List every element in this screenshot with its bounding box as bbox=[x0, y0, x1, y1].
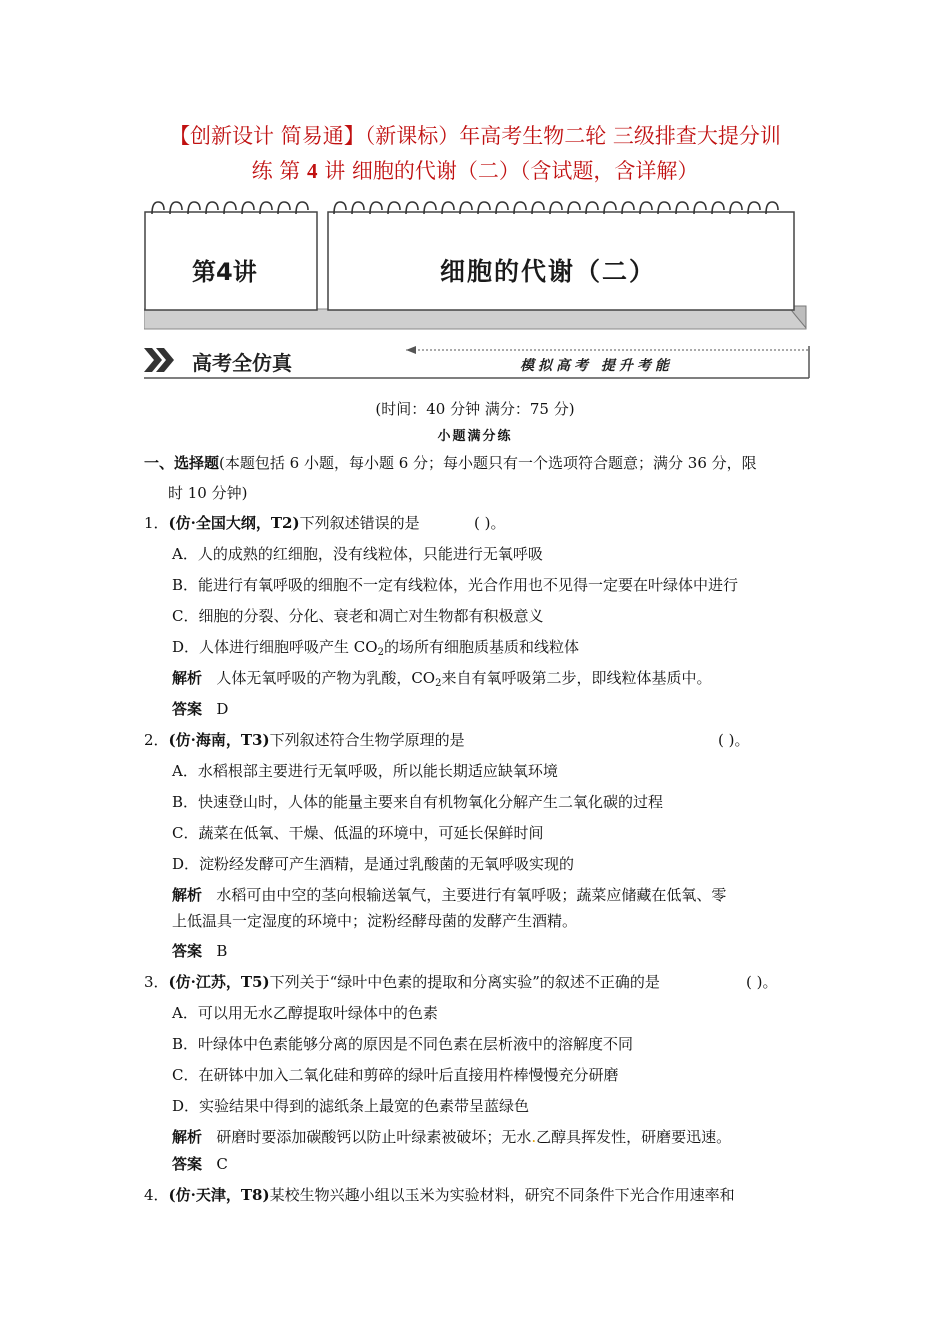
question-2-option-b: B．快速登山时，人体的能量主要来自有机物氧化分解产生二氧化碳的过程 bbox=[172, 793, 664, 811]
question-1-option-a: A．人的成熟的红细胞，没有线粒体，只能进行无氧呼吸 bbox=[172, 545, 543, 563]
question-2-stem: 2．(仿·海南，T3)下列叙述符合生物学原理的是 ( )。 bbox=[144, 731, 750, 749]
question-2-option-a: A．水稻根部主要进行无氧呼吸，所以能长期适应缺氧环境 bbox=[172, 762, 558, 780]
question-4-stem: 4．(仿·天津，T8)某校生物兴趣小组以玉米为实验材料，研究不同条件下光合作用速率和 bbox=[144, 1186, 735, 1204]
lesson-number: 第4讲 bbox=[192, 258, 257, 286]
subtitle: 小题满分练 bbox=[437, 429, 513, 444]
question-2-analysis: 解析 水稻可由中空的茎向根输送氧气，主要进行有氧呼吸；蔬菜应储藏在低氧、零 bbox=[172, 886, 727, 904]
question-3-option-a: A．可以用无水乙醇提取叶绿体中的色素 bbox=[172, 1004, 438, 1022]
lesson-title: 细胞的代谢（二） bbox=[440, 257, 657, 286]
question-3-analysis: 解析 研磨时要添加碳酸钙以防止叶绿素被破坏；无水.乙醇具挥发性，研磨要迅速。 bbox=[172, 1128, 732, 1146]
question-2-option-d: D．淀粉经发酵可产生酒精，是通过乳酸菌的无氧呼吸实现的 bbox=[172, 855, 575, 873]
question-1-option-c: C．细胞的分裂、分化、衰老和凋亡对生物都有积极意义 bbox=[172, 607, 544, 625]
question-1-answer: 答案 D bbox=[172, 700, 229, 718]
question-1-option-b: B．能进行有氧呼吸的细胞不一定有线粒体，光合作用也不见得一定要在叶绿体中进行 bbox=[172, 576, 739, 594]
chevron-right-icon bbox=[144, 348, 174, 372]
time-line: (时间：40 分钟 满分：75 分) bbox=[375, 400, 575, 418]
document-title-line1: 【创新设计 简易通】（新课标）年高考生物二轮 三级排查大提分训 bbox=[169, 124, 781, 148]
part1-desc-line2: 时 10 分钟) bbox=[168, 484, 248, 502]
section-slogan: 模拟高考 提升考能 bbox=[520, 358, 673, 374]
question-1-option-d: D．人体进行细胞呼吸产生 $CO_2$的场所有细胞质基质和线粒体 bbox=[172, 638, 579, 658]
section-label: 高考全仿真 bbox=[192, 351, 292, 375]
question-1-stem: 1．(仿·全国大纲，T2)下列叙述错误的是 ( )。 bbox=[144, 514, 506, 532]
question-3-option-c: C．在研钵中加入二氧化硅和剪碎的绿叶后直接用杵棒慢慢充分研磨 bbox=[172, 1066, 619, 1084]
yellow-dot-mark: . bbox=[531, 1128, 537, 1146]
part1-heading-line: 一、选择题(本题包括 6 小题，每小题 6 分；每小题只有一个选项符合题意；满分 36 分，限 bbox=[144, 454, 757, 472]
question-3-answer: 答案 C bbox=[172, 1155, 228, 1173]
question-1-analysis: 解析 人体无氧呼吸的产物为乳酸，$CO_2$来自有氧呼吸第二步，即线粒体基质中。 bbox=[172, 669, 712, 689]
question-2-analysis-line2: 上低温具一定湿度的环境中；淀粉经酵母菌的发酵产生酒精。 bbox=[172, 912, 578, 930]
question-3-option-d: D．实验结果中得到的滤纸条上最宽的色素带呈蓝绿色 bbox=[172, 1097, 530, 1115]
document-title-line2: 练 第 4 讲 细胞的代谢（二）（含试题，含详解） bbox=[251, 159, 699, 183]
question-2-option-c: C．蔬菜在低氧、干燥、低温的环境中，可延长保鲜时间 bbox=[172, 824, 544, 842]
question-3-stem: 3．(仿·江苏，T5)下列关于“绿叶中色素的提取和分离实验”的叙述不正确的是 ( )。 bbox=[144, 973, 778, 991]
question-2-answer: 答案 B bbox=[172, 942, 228, 960]
question-3-option-b: B．叶绿体中色素能够分离的原因是不同色素在层析液中的溶解度不同 bbox=[172, 1035, 634, 1053]
